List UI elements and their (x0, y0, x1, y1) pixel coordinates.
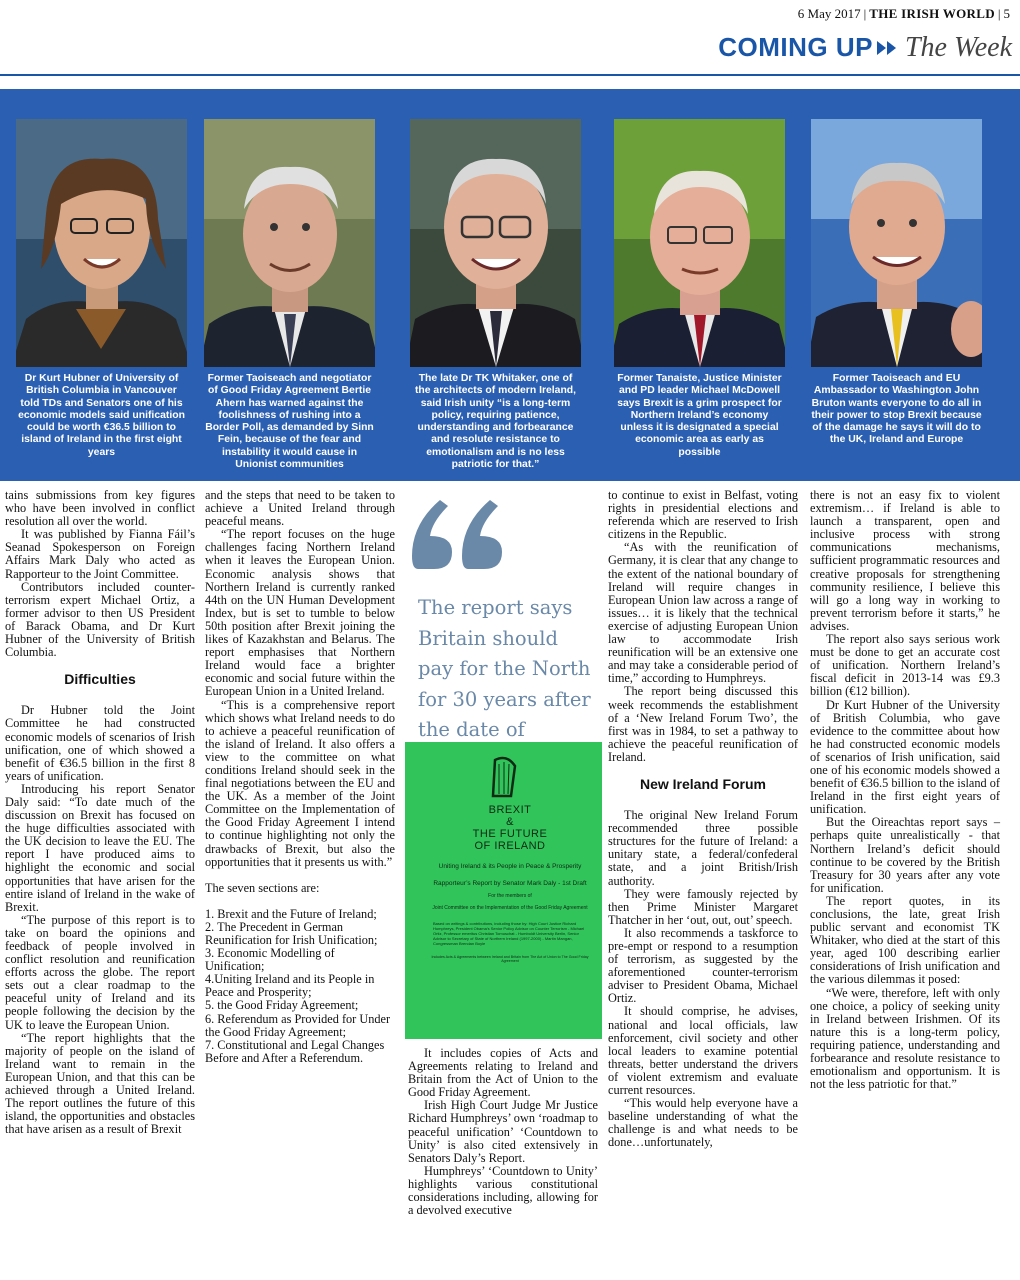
photo-tk-whitaker (410, 119, 581, 367)
photo-michael-mcdowell (614, 119, 785, 367)
paragraph: “The report focuses on the huge challenges facing Northern Ireland when it leaves the European Union. Economic analysis shows that Northern Ireland is currently ranked 44th on the UN Human Development Index, but is set to tumble to below 50th position after Brexit joining the likes of Kazakhstan and Belarus. The report emphasises that Northern Ireland would face a brighter economic and social future within the European Union in a United Ireland. (205, 527, 395, 699)
cover-title-line: OF IRELAND (474, 840, 546, 852)
paragraph: The original New Ireland Forum recommended three possible structures for the future of Ireland: a unitary state, a federal/confederal state, and a joint British/Irish authority. (608, 808, 798, 888)
paragraph: “This would help everyone have a baseline understanding of what the challenge is and what needs to be done…unfortunately, (608, 1096, 798, 1150)
cover-title-line: & (506, 816, 514, 828)
section-heading (718, 32, 1012, 64)
photo-kurt-hubner (16, 119, 187, 367)
paragraph: They were famously rejected by then Prime Minister Margaret Thatcher in her ‘out, out, out’ speech. (608, 886, 798, 927)
photo-bertie-ahern (204, 119, 375, 367)
paragraph: The seven sections are: (205, 880, 320, 895)
paragraph: Introducing his report Senator Daly said: “To date much of the discussion on Brexit has focused on the huge difficulties associated with the UK decision to leave the EU. The report I have produced aims to highlight the economic and social opportunities that have arisen for the entire island of Ireland in the wake of Brexit. (5, 781, 195, 914)
paragraph: Dr Kurt Hubner of the University of British Columbia, who gave evidence to the committee about how he had constructed economic models of scenarios of Irish unification, said one of his economic models showed a benefit of €36.5 billion to the island of Ireland in the first eight years of unification. (810, 697, 1000, 817)
paragraph: It includes copies of Acts and Agreements relating to Ireland and Britain from the Act of Union to the Good Friday Agreement. (408, 1046, 598, 1100)
person-card-whitaker (410, 119, 581, 471)
double-arrow-icon (877, 41, 897, 55)
paragraph: Humphreys’ ‘Countdown to Unity’ highlights various constitutional considerations including, allowing for a devolved executive (408, 1163, 598, 1218)
header-rule (0, 74, 1020, 76)
cover-title (425, 804, 595, 852)
paragraph: “As with the reunification of Germany, it is clear that any change to the extent of the national boundary of Ireland will require changes in European Union law across a range of issues… it is likely that the technical exercise of adjusting European Union law to accommodate Irish reunification will be an extensive one and may take a considerable period of time,” according to Humphreys. (608, 540, 798, 686)
list-item: 6. Referendum as Provided for Under the Good Friday Agreement; (205, 1011, 391, 1039)
person-card-hubner (16, 119, 187, 459)
paragraph: The report quotes, in its conclusions, the late, great Irish public servant and economist TK Whitaker, who died at the start of this year, aged 100 describing earlier considerations of Irish unification and the various dilemmas it posed: (810, 893, 1000, 987)
paragraph: “The report highlights that the majority of people on the island of Ireland want to remain in the European Union, and that this can be achieved through a United Ireland. The report outlines the future of this island, the opportunities and obstacles that have arisen as a result of Brexit (5, 1030, 195, 1137)
paragraph: Contributors included counter-terrorism expert Michael Ortiz, a former advisor to then US President of Barack Obama, and Dr Kurt Hubner of the University of British Columbia. (5, 579, 195, 660)
cover-committee: Joint Committee on the Implementation of the Good Friday Agreement (432, 905, 588, 911)
article-column-4 (608, 489, 798, 1150)
article-column-3 (408, 1047, 598, 1217)
paragraph: “We were, therefore, left with only one choice, a policy of seeking unity in Ireland between Irishmen. Of its nature this is a long-term policy, requiring patience, understanding and forbearance and resolute resistance to emotionalism and opportunism. It is not the less patriotic for that.” (810, 985, 1000, 1092)
cover-contributors: Based on writings & contributions, including those by: High Court Justice Richard Humphreys, President Obama’s Senior Policy Advisor on Counter Terrorism - Michael Ortiz, Professor emeritus Christian Tomuschat - Humboldt University Berlin, Senior Advisor to Secretary of State of Northern Ireland (1997-2000) - Martin Mangan, Congressman Brendan Boyle (433, 921, 585, 946)
cover-subtitle: Uniting Ireland & its People in Peace & Prosperity (438, 863, 582, 870)
paragraph: It should comprise, he advises, national and local officials, law enforcement, civil society and other local leaders to examine potential threats, better understand the drivers of violent extremism and evaluate current resources. (608, 1004, 798, 1098)
cover-for-line: For the members of (488, 893, 532, 899)
report-cover-image (405, 742, 602, 1039)
photo-band (0, 89, 1020, 481)
section-title: COMING UP (718, 32, 873, 62)
cover-title-line: THE FUTURE (472, 828, 548, 840)
report-cover-text (425, 804, 595, 963)
subheading-difficulties: Difficulties (64, 671, 136, 688)
list-item: 3. Economic Modelling of Unification; (205, 946, 335, 974)
paragraph: tains submissions from key figures who have been involved in conflict resolution all over the world. (5, 488, 195, 529)
photo-caption: Former Taoiseach and negotiator of Good Friday Agreement Bertie Ahern has warned against the foolishness of rushing into a Border Poll, as demanded by Sinn Fein, because of the fear and instability it would cause in Unionist communities (205, 373, 374, 471)
person-card-mcdowell (614, 119, 785, 459)
photo-john-bruton (811, 119, 982, 367)
publication-name: THE IRISH WORLD (869, 6, 995, 21)
list-item: 4.Uniting Ireland and its People in Peace and Prosperity; (205, 972, 375, 1000)
paragraph: to continue to exist in Belfast, voting rights in presidential elections and referenda which are reserved to Irish citizens in the Republic. (608, 488, 798, 542)
article-column-5 (810, 489, 1000, 1091)
paragraph: But the Oireachtas report says – perhaps quite unrealistically - that Northern Ireland’s deficit should continue to be covered by the British Treasury for 30 years after any vote for unification. (810, 815, 1000, 895)
paragraph: It also recommends a taskforce to pre-empt or respond to a resumption of terrorism, as suggested by the aforementioned counter-terrorism adviser to President Obama, Michael Ortiz. (608, 925, 798, 1006)
subheading-new-ireland-forum: New Ireland Forum (639, 775, 767, 792)
list-item: 5. the Good Friday Agreement; (205, 998, 359, 1013)
issue-date: 6 May 2017 (797, 6, 861, 21)
list-item: 7. Constitutional and Legal Changes Before and After a Referendum. (205, 1037, 385, 1065)
photo-caption: Dr Kurt Hubner of University of British Columbia in Vancouver told TDs and Senators one of his economic models said unification could be worth €36.5 billion to island of Ireland in the first eight years (18, 373, 185, 458)
cover-rapporteur: Rapporteur’s Report by Senator Mark Daly - 1st Draft (433, 880, 587, 887)
photo-caption: Former Taoiseach and EU Ambassador to Washington John Bruton wants everyone to do all in their power to stop Brexit because of the damage he says it will do to the UK, Ireland and Europe (811, 373, 982, 446)
photo-caption: Former Tanaiste, Justice Minister and PD leader Michael McDowell says Brexit is a grim prospect for Northern Ireland’s economy unless it is designated a special economic area as early as possible (617, 373, 782, 458)
pull-quote: The report says Britain should pay for the North for 30 years after the date of (418, 596, 591, 741)
person-card-bruton (811, 119, 982, 447)
section-subtitle: The Week (904, 32, 1012, 63)
paragraph: and the steps that need to be taken to achieve a United Ireland through peaceful means. (205, 488, 395, 529)
page-number: 5 (1003, 6, 1010, 21)
paragraph: there is not an easy fix to violent extremism… if Ireland is able to launch a transparent, open and inclusive process with strong communications mechanisms, sufficient programmatic resources and creative proposals for strengthening community resilience, I believe this will go a long way in working to prevent terrorism before it starts,” he advises. (810, 488, 1000, 633)
paragraph: It was published by Fianna Fáil’s Seanad Spokesperson on Foreign Affairs Mark Daly who acted as Rapporteur to the Joint Committee. (5, 527, 195, 581)
cover-title-line: BREXIT (488, 804, 532, 816)
list-item: 2. The Precedent in German Reunification for Irish Unification; (205, 919, 378, 947)
sections-list (205, 908, 395, 1065)
article-column-2 (205, 489, 395, 1065)
quote-mark-icon (410, 494, 510, 579)
cover-footnote: Includes Acts & Agreements between Ireland and Britain from The Act of Union to The Good Friday Agreement (431, 955, 589, 963)
page-header-line: 6 May 2017 | THE IRISH WORLD | 5 (797, 6, 1010, 21)
photo-caption: The late Dr TK Whitaker, one of the architects of modern Ireland, said Irish unity “is a long-term policy, requiring patience, understanding and forbearance and resolute resistance to emotionalism and is no less patriotic for that.” (414, 373, 577, 471)
paragraph: Dr Hubner told the Joint Committee he had constructed economic models of scenarios of Irish unification, one of which showed a benefit of €36.5 billion in the first 8 years of unification. (5, 703, 195, 783)
person-card-ahern (204, 119, 375, 471)
paragraph: The report being discussed this week recommends the establishment of a ‘New Ireland Forum Two’, the first was in 1984, to set a pathway to achieve the peaceful reunification of Ireland. (608, 684, 798, 764)
harp-icon (489, 756, 519, 803)
list-item: 1. Brexit and the Future of Ireland; (205, 906, 377, 921)
paragraph: Irish High Court Judge Mr Justice Richard Humphreys’ own ‘roadmap to peaceful unification’ ‘Countdown to Unity’ is also cited extensively in Senators Daly’s Report. (408, 1098, 598, 1165)
paragraph: “This is a comprehensive report which shows what Ireland needs to do to achieve a peaceful reunification of the island of Ireland. It also offers a view to the committee on what conditions Ireland should seek in the final negotiations between the EU and the UK. As a member of the Joint Committee on the Implementation of the Good Friday Agreement I intend to continue highlighting not only the drawbacks of Brexit, but also the opportunities that it presents us with.” (205, 697, 395, 869)
paragraph: “The purpose of this report is to take on board the opinions and feedback of people involved in conflict resolution and reunification efforts across the globe. The report sets out a clear roadmap to the peaceful unity of Ireland and its people following the decision by the UK to leave the European Union. (5, 912, 195, 1032)
paragraph: The report also says serious work must be done to get an accurate cost of unification. Northern Ireland’s fiscal deficit in 2013-14 was £9.3 billion (€12 billion). (810, 632, 1000, 699)
article-column-1 (5, 489, 195, 1136)
